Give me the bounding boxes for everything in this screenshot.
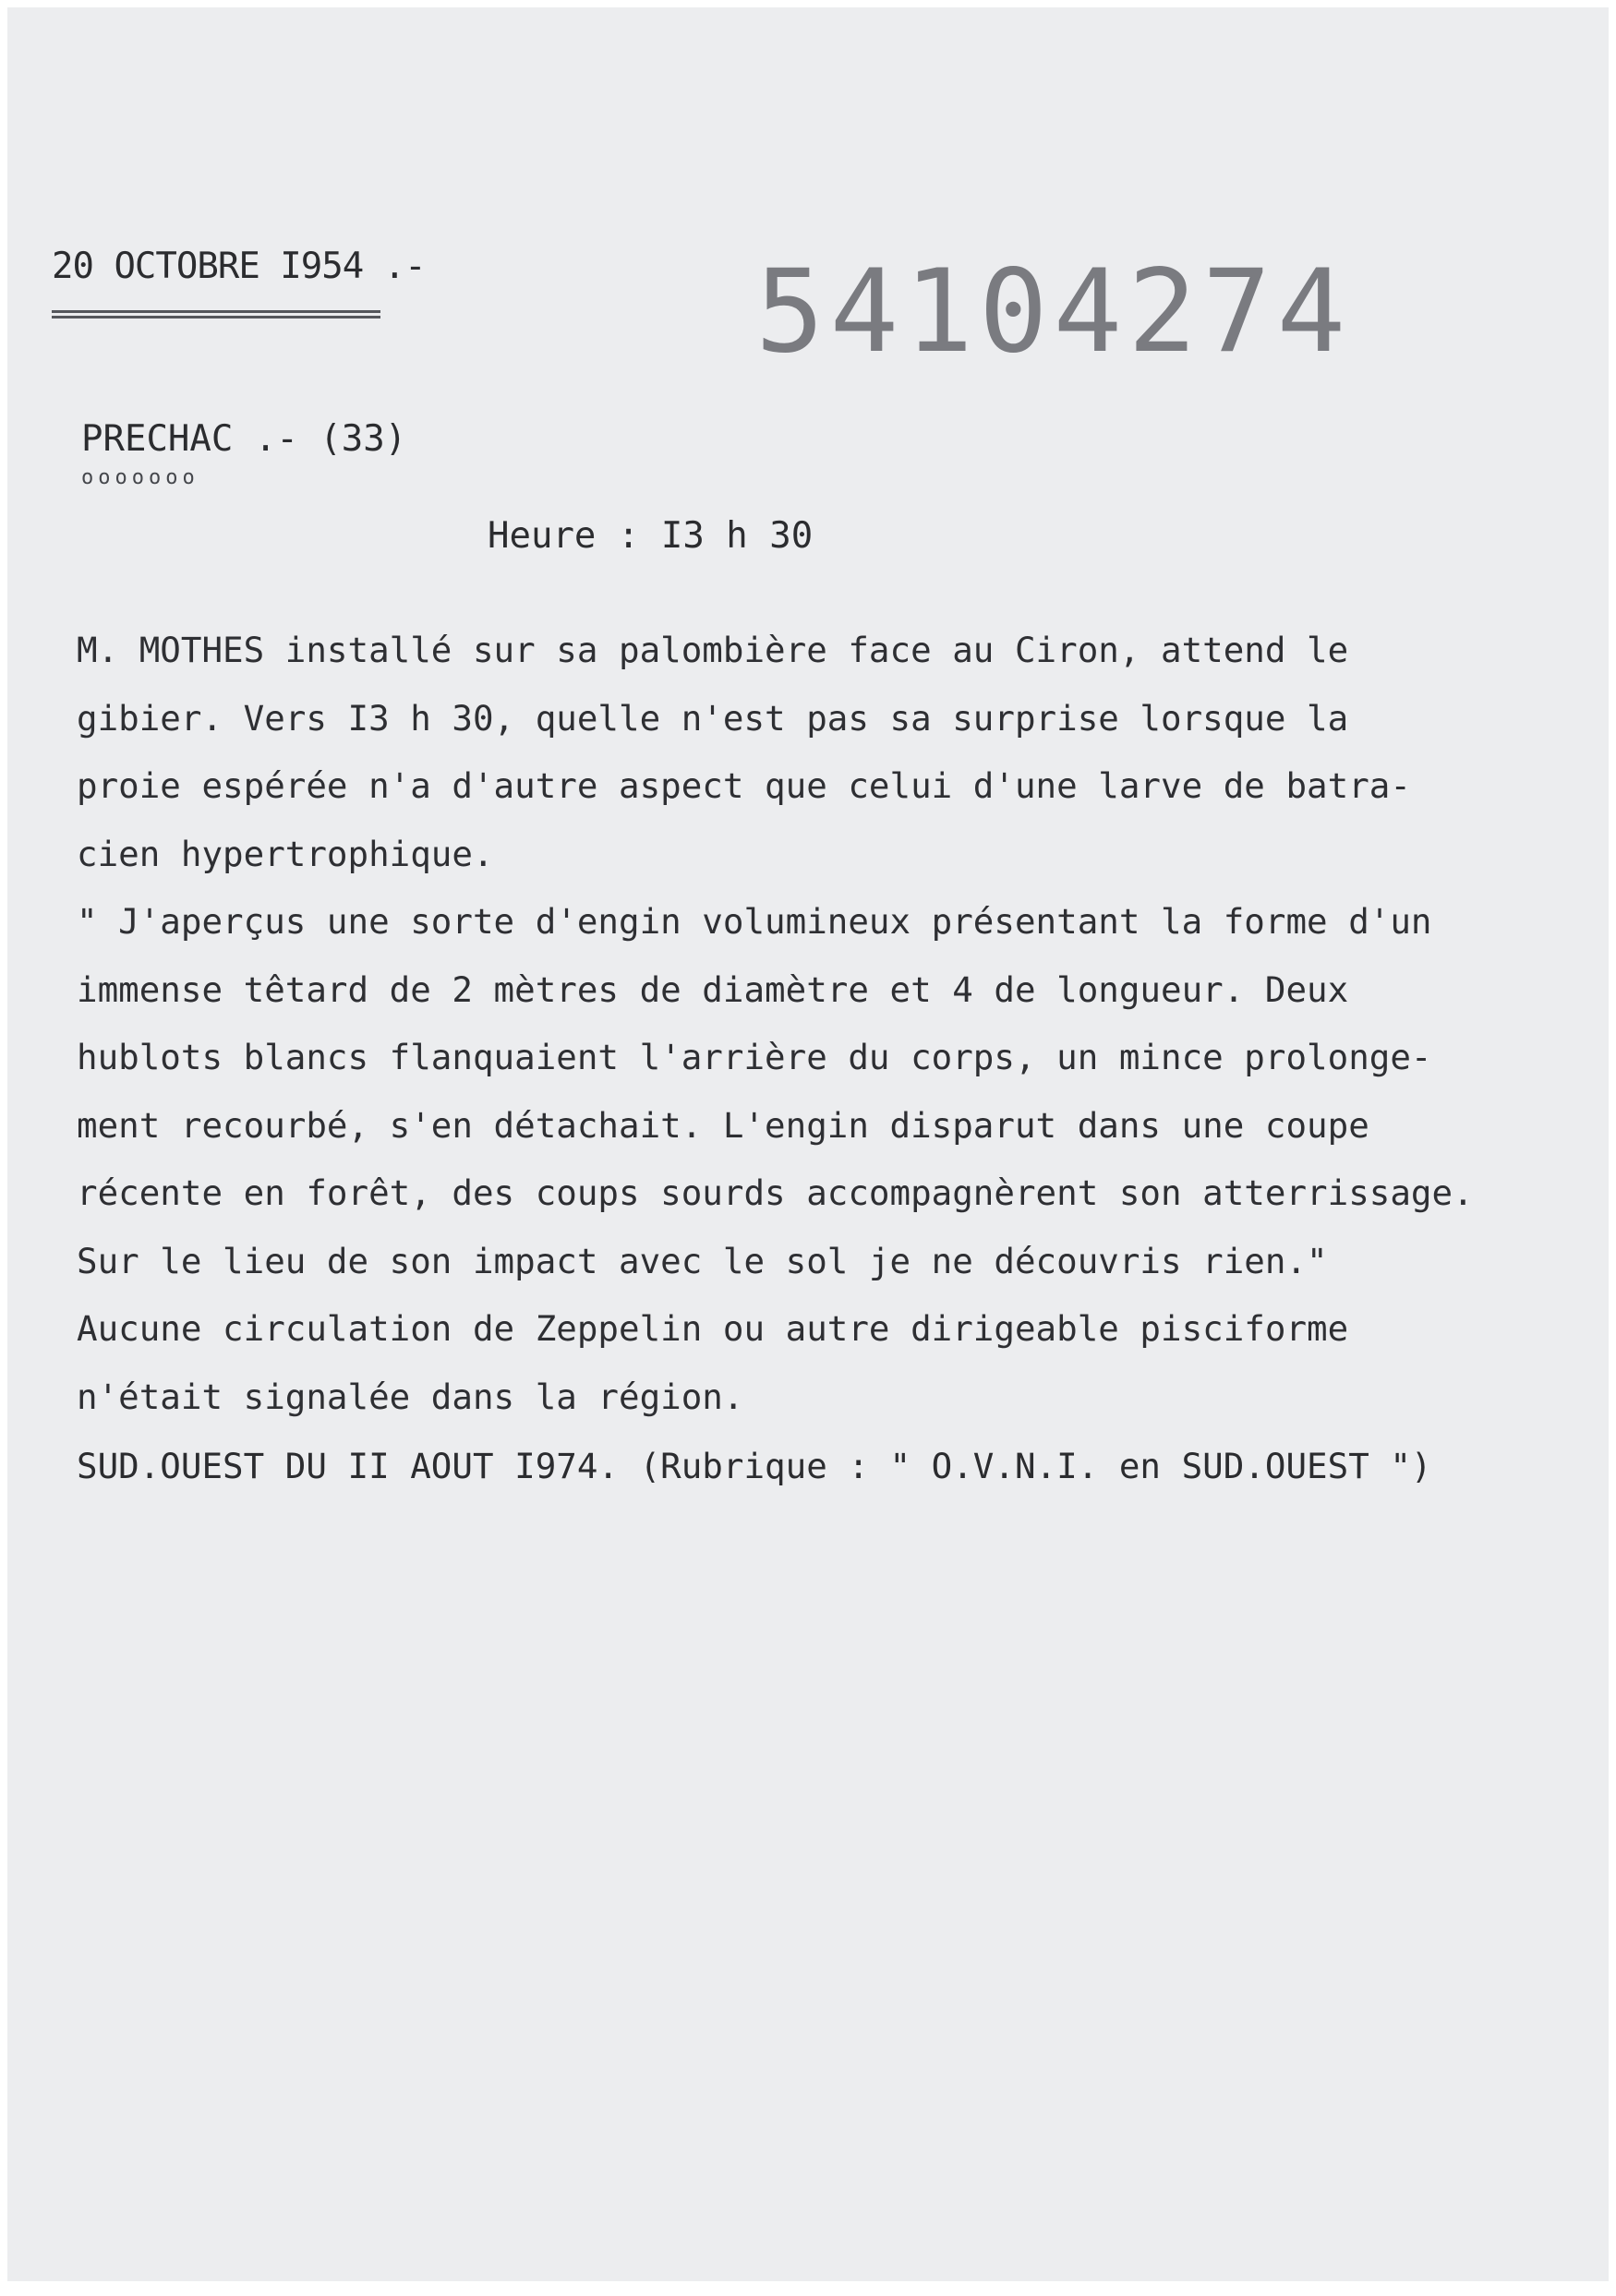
- body-line: ment recourbé, s'en détachait. L'engin disparut dans une coupe: [77, 1104, 1369, 1146]
- body-line: " J'aperçus une sorte d'engin volumineux présentant la forme d'un: [77, 901, 1432, 942]
- document-page: [7, 7, 1609, 2281]
- time-line: Heure : I3 h 30: [488, 515, 814, 557]
- body-line: Aucune circulation de Zeppelin ou autre dirigeable pisciforme: [77, 1308, 1349, 1349]
- body-line: n'était signalée dans la région.: [77, 1376, 744, 1417]
- body-line: proie espérée n'a d'autre aspect que celui d'une larve de batra-: [77, 765, 1411, 806]
- body-line: immense têtard de 2 mètres de diamètre et 4 de longueur. Deux: [77, 968, 1349, 1010]
- reference-number-stamp: 54104274: [755, 246, 1352, 379]
- body-line: récente en forêt, des coups sourds accompagnèrent son atterrissage.: [77, 1172, 1474, 1213]
- report-body: [77, 617, 1526, 1431]
- body-line: gibier. Vers I3 h 30, quelle n'est pas sa surprise lorsque la: [77, 697, 1349, 739]
- body-line: M. MOTHES installé sur sa palombière face au Ciron, attend le: [77, 630, 1349, 670]
- body-line: Sur le lieu de son impact avec le sol je ne découvris rien.": [77, 1240, 1328, 1281]
- body-line: hublots blancs flanquaient l'arrière du corps, un mince prolonge-: [77, 1037, 1432, 1077]
- date-underline: [52, 310, 380, 319]
- location-underline-mark: ooooooo: [81, 466, 199, 489]
- location-heading: PRECHAC .- (33): [81, 418, 407, 460]
- source-citation: SUD.OUEST DU II AOUT I974. (Rubrique : " O.V.N.I. en SUD.OUEST "): [77, 1446, 1432, 1486]
- body-line: cien hypertrophique.: [77, 833, 494, 874]
- report-date: 20 OCTOBRE I954 .-: [52, 246, 426, 287]
